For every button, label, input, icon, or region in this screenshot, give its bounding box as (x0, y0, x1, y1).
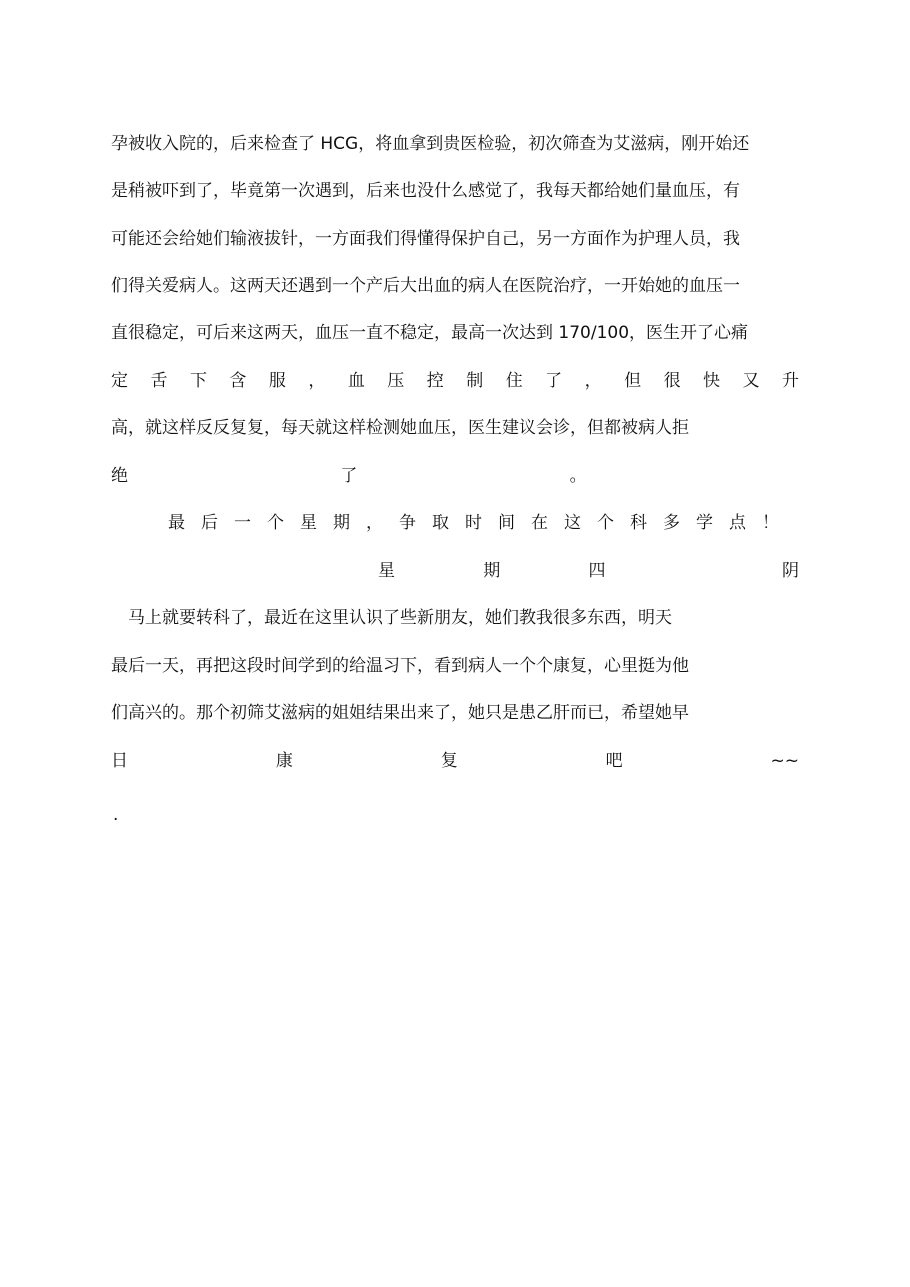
closing-sentence: 最 后 一 个 星 期 ， 争 取 时 间 在 这 个 科 多 学 点 ！ (168, 513, 779, 533)
paragraph-line-3: 可能还会给她们输液拔针，一方面我们得懂得保护自己，另一方面作为护理人员，我 (111, 229, 740, 249)
paragraph-line-5: 直很稳定，可后来这两天，血压一直不稳定，最高一次达到 170/100，医生开了心痛 (111, 323, 749, 343)
paragraph-line-14: 日 康 复 吧 ~~ (111, 751, 799, 771)
paragraph-line-13: 们高兴的。那个初筛艾滋病的姐姐结果出来了，她只是患乙肝而已，希望她早 (111, 703, 689, 723)
paragraph-line-6: 定 舌 下 含 服 ， 血 压 控 制 住 了 ， 但 很 快 又 升 (111, 371, 799, 391)
trailing-dot: . (113, 805, 119, 825)
paragraph-line-4: 们得关爱病人。这两天还遇到一个产后大出血的病人在医院治疗，一开始她的血压一 (111, 276, 740, 296)
paragraph-line-2: 是稍被吓到了，毕竟第一次遇到，后来也没什么感觉了，我每天都给她们量血压，有 (111, 181, 740, 201)
paragraph-line-11: 马上就要转科了，最近在这里认识了些新朋友，她们教我很多东西，明天 (128, 608, 672, 628)
paragraph-line-1: 孕被收入院的，后来检查了 HCG，将血拿到贵医检验，初次筛查为艾滋病，刚开始还 (111, 134, 750, 154)
paragraph-line-7: 高，就这样反反复复，每天就这样检测她血压，医生建议会诊，但都被病人拒 (111, 418, 689, 438)
paragraph-line-8: 绝 了 。 (111, 466, 587, 486)
diary-date-weather: 星 期 四 阴 (378, 561, 799, 581)
paragraph-line-12: 最后一天，再把这段时间学到的给温习下，看到病人一个个康复，心里挺为他 (111, 656, 689, 676)
